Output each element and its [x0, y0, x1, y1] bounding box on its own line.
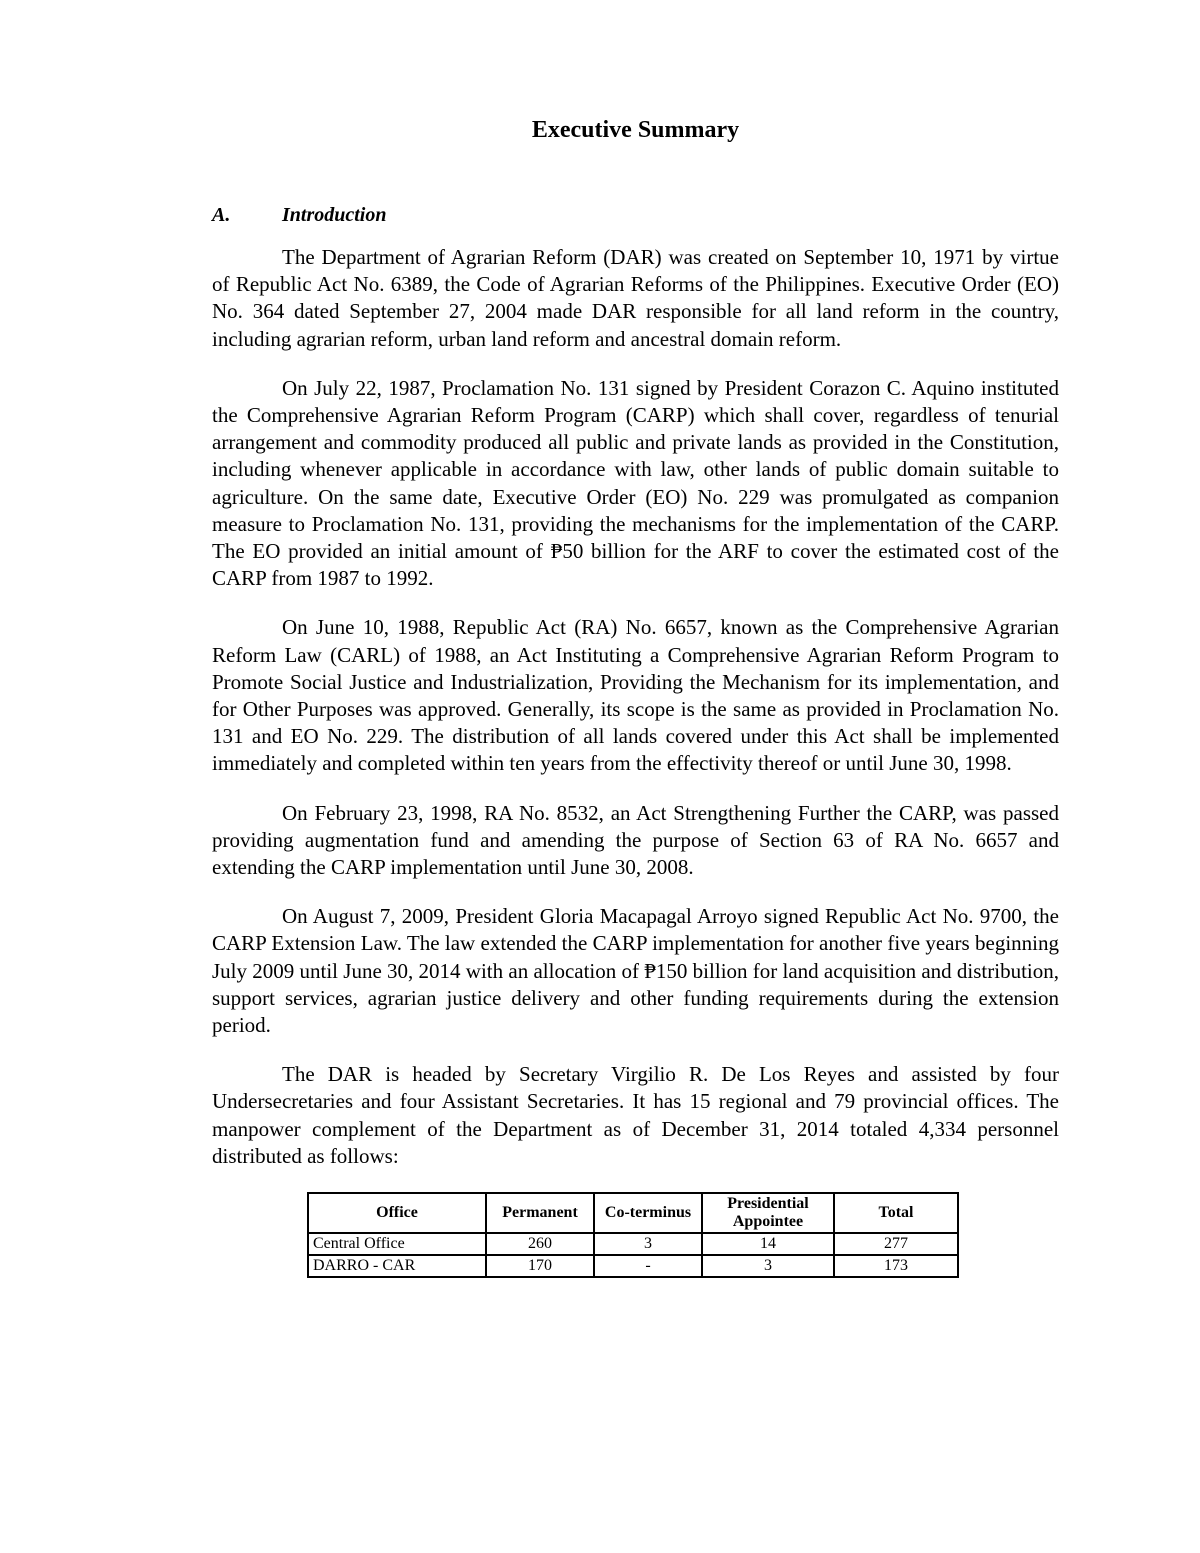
header-total: Total	[834, 1193, 958, 1233]
header-co-terminus: Co-terminus	[594, 1193, 702, 1233]
cell-office: Central Office	[308, 1233, 486, 1255]
paragraph-dar-organization: The DAR is headed by Secretary Virgilio R. De Los Reyes and assisted by four Undersecretaries and four Assistant Secretaries. It has 15 regional and 79 provincial offices. The manpower complement of the Department as of December 31, 2014 totaled 4,334 personnel distributed as follows:	[212, 1062, 1059, 1168]
document-page	[212, 112, 1059, 1278]
header-permanent: Permanent	[486, 1193, 594, 1233]
cell-presidential-appointee: 14	[702, 1233, 834, 1255]
paragraph-dar-creation: The Department of Agrarian Reform (DAR) was created on September 10, 1971 by virtue of Republic Act No. 6389, the Code of Agrarian Reforms of the Philippines. Executive Order (EO) No. 364 dated September 27, 2004 made DAR responsible for all land reform in the country, including agrarian reform, urban land reform and ancestral domain reform.	[212, 245, 1059, 351]
table-row	[308, 1255, 958, 1277]
section-letter: A.	[212, 204, 231, 226]
personnel-table	[307, 1192, 959, 1278]
section-title: Introduction	[282, 204, 387, 226]
table-row	[308, 1233, 958, 1255]
header-office: Office	[308, 1193, 486, 1233]
cell-presidential-appointee: 3	[702, 1255, 834, 1277]
cell-total: 277	[834, 1233, 958, 1255]
document-title: Executive Summary	[531, 117, 740, 143]
cell-total: 173	[834, 1255, 958, 1277]
paragraph-ra-8532: On February 23, 1998, RA No. 8532, an Act Strengthening Further the CARP, was passed providing augmentation fund and amending the purpose of Section 63 of RA No. 6657 and extending the CARP implementation until June 30, 2008.	[212, 800, 1059, 880]
header-presidential-appointee: Presidential Appointee	[702, 1193, 834, 1233]
paragraph-ra-6657: On June 10, 1988, Republic Act (RA) No. 6657, known as the Comprehensive Agrarian Reform Law (CARL) of 1988, an Act Instituting a Comprehensive Agrarian Reform Program to Promote Social Justice and Industrialization, Providing the Mechanism for its implementation, and for Other Purposes was approved. Generally, its scope is the same as provided in Proclamation No. 131 and EO No. 229. The distribution of all lands covered under this Act shall be implemented immediately and completed within ten years from the effectivity thereof or until June 30, 1998.	[212, 615, 1059, 776]
cell-co-terminus: -	[594, 1255, 702, 1277]
paragraph-ra-9700: On August 7, 2009, President Gloria Macapagal Arroyo signed Republic Act No. 9700, the CARP Extension Law. The law extended the CARP implementation for another five years beginning July 2009 until June 30, 2014 with an allocation of ₱150 billion for land acquisition and distribution, support services, agrarian justice delivery and other funding requirements during the extension period.	[212, 904, 1059, 1038]
table-header-row	[308, 1193, 958, 1233]
cell-co-terminus: 3	[594, 1233, 702, 1255]
section-heading	[212, 200, 1059, 230]
cell-office: DARRO - CAR	[308, 1255, 486, 1277]
cell-permanent: 260	[486, 1233, 594, 1255]
paragraph-proclamation-131: On July 22, 1987, Proclamation No. 131 signed by President Corazon C. Aquino instituted the Comprehensive Agrarian Reform Program (CARP) which shall cover, regardless of tenurial arrangement and commodity produced all public and private lands as provided in the Constitution, including whenever applicable in accordance with law, other lands of public domain suitable to agriculture. On the same date, Executive Order (EO) No. 229 was promulgated as companion measure to Proclamation No. 131, providing the mechanisms for the implementation of the CARP. The EO provided an initial amount of ₱50 billion for the ARF to cover the estimated cost of the CARP from 1987 to 1992.	[212, 375, 1059, 591]
cell-permanent: 170	[486, 1255, 594, 1277]
